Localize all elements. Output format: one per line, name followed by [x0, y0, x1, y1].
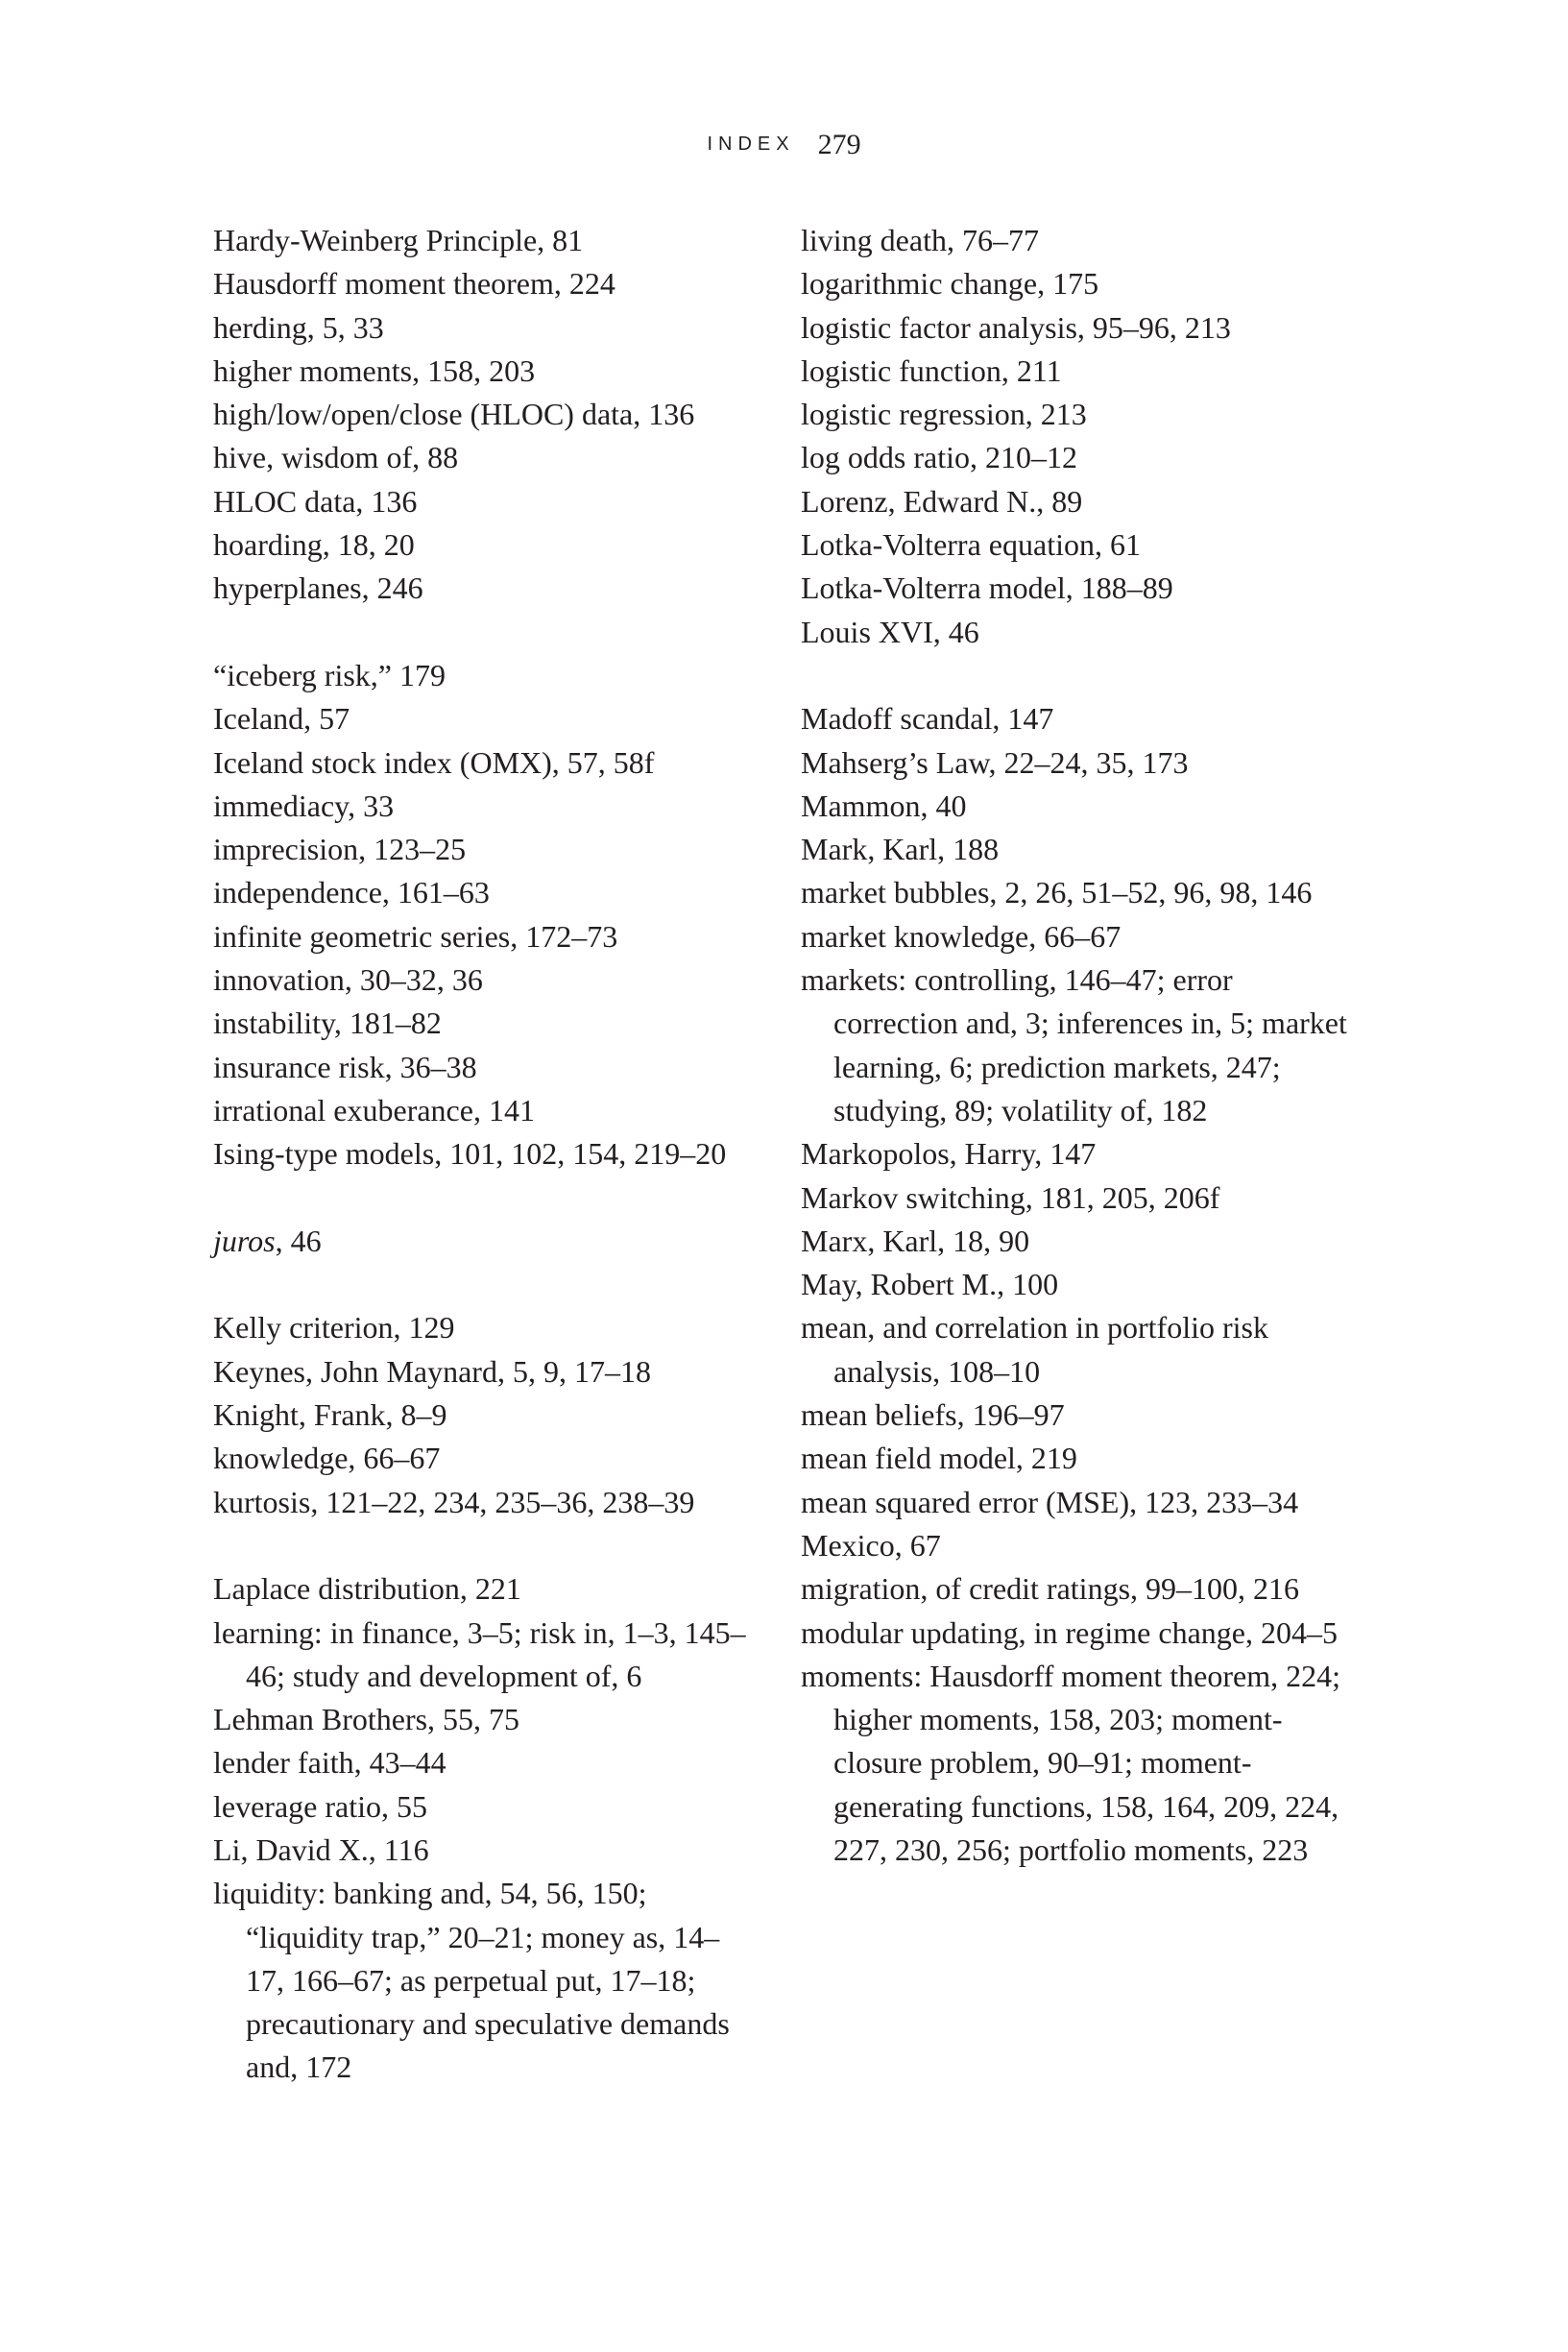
index-entry: [213, 1741, 751, 1784]
index-entry: [213, 523, 751, 567]
index-entry: [213, 306, 751, 350]
index-entry-text: “iceberg risk,” 179: [213, 657, 446, 692]
index-entry: [213, 958, 751, 1002]
index-entry-text: , 46: [275, 1223, 322, 1258]
index-entry-text: hoarding, 18, 20: [213, 527, 415, 563]
index-entry-text: mean beliefs, 196–97: [801, 1397, 1065, 1433]
index-entry: [213, 1872, 751, 2089]
index-entry-text: Madoff scandal, 147: [801, 701, 1054, 737]
index-entry: [801, 1263, 1358, 1306]
index-entry-text: Keynes, John Maynard, 5, 9, 17–18: [213, 1353, 651, 1389]
index-entry-text: high/low/open/close (HLOC) data, 136: [213, 397, 695, 432]
index-entry-text: lender faith, 43–44: [213, 1745, 446, 1781]
index-entry-text: mean squared error (MSE), 123, 233–34: [801, 1484, 1299, 1519]
index-entry-text: modular updating, in regime change, 204–5: [801, 1614, 1338, 1650]
index-entry: [213, 567, 751, 610]
index-entry-text: Hausdorff moment theorem, 224: [213, 266, 615, 302]
index-entry: [213, 654, 751, 697]
index-entry-text: migration, of credit ratings, 99–100, 216: [801, 1571, 1300, 1607]
index-entry: [213, 1220, 751, 1263]
index-entry: [213, 785, 751, 828]
index-entry: [213, 1612, 751, 1699]
index-entry: [801, 1524, 1358, 1567]
index-entry-text: logarithmic change, 175: [801, 266, 1099, 302]
running-head-label: INDEX: [707, 133, 795, 155]
index-entry-text: Mammon, 40: [801, 788, 967, 823]
index-entry: [213, 741, 751, 785]
index-entry: [801, 1306, 1358, 1394]
index-entry-text: mean, and correlation in portfolio risk analysis, 108–10: [801, 1310, 1268, 1389]
index-entry-text: markets: controlling, 146–47; error correction and, 3; inferences in, 5; market learning, 6; prediction markets, 247; studying, 89; volatility of, 182: [801, 962, 1347, 1128]
index-entry: [213, 1089, 751, 1132]
index-entry-text: knowledge, 66–67: [213, 1441, 441, 1476]
index-entry: [213, 1002, 751, 1045]
index-entry-text: leverage ratio, 55: [213, 1788, 427, 1824]
index-entry: [801, 1132, 1358, 1176]
index-entry-text: immediacy, 33: [213, 788, 395, 823]
section-gap: [801, 654, 1358, 697]
index-entry-text: mean field model, 219: [801, 1441, 1077, 1476]
index-entry-text: living death, 76–77: [801, 223, 1039, 257]
index-entry-text: learning: in finance, 3–5; risk in, 1–3, 145–46; study and development of, 6: [213, 1614, 746, 1693]
index-entry-text: independence, 161–63: [213, 875, 490, 910]
index-entry: [801, 871, 1358, 914]
index-entry-text: Lotka-Volterra model, 188–89: [801, 570, 1173, 606]
index-entry-text: logistic regression, 213: [801, 397, 1087, 432]
index-entry: [801, 1437, 1358, 1480]
index-entry: [213, 1350, 751, 1394]
page-number: 279: [817, 129, 861, 160]
index-entry: [213, 262, 751, 305]
index-entry-text: Lotka-Volterra equation, 61: [801, 527, 1141, 563]
section-gap: [213, 1263, 751, 1306]
index-entry-text: logistic function, 211: [801, 352, 1062, 388]
index-entry-text: hive, wisdom of, 88: [213, 440, 459, 475]
index-entry-text: Markov switching, 181, 205, 206f: [801, 1179, 1220, 1215]
index-entry: [801, 1567, 1358, 1611]
index-entry: [213, 1132, 751, 1176]
index-entry-text: Markopolos, Harry, 147: [801, 1136, 1097, 1172]
index-entry: [801, 958, 1358, 1132]
index-entry: [801, 697, 1358, 740]
index-entry: [213, 1306, 751, 1349]
index-entry: [801, 350, 1358, 393]
index-entry-text: infinite geometric series, 172–73: [213, 918, 618, 954]
index-entry: [213, 1785, 751, 1829]
index-entry: [801, 480, 1358, 523]
index-entry-text: Mark, Karl, 188: [801, 832, 1000, 867]
index-entry: [801, 523, 1358, 567]
index-entry-text: Ising-type models, 101, 102, 154, 219–20: [213, 1136, 727, 1172]
index-entry-text: Knight, Frank, 8–9: [213, 1397, 447, 1433]
index-entry-text: Lehman Brothers, 55, 75: [213, 1702, 520, 1737]
index-entry: [801, 393, 1358, 436]
index-entry-text: innovation, 30–32, 36: [213, 962, 483, 998]
index-entry: [801, 741, 1358, 785]
index-entry: [801, 1220, 1358, 1263]
index-entry: [213, 350, 751, 393]
index-entry: [213, 1829, 751, 1872]
index-entry: [801, 828, 1358, 871]
index-entry: [801, 436, 1358, 479]
index-entry: [213, 915, 751, 958]
index-entry: [213, 871, 751, 914]
index-entry-text: market bubbles, 2, 26, 51–52, 96, 98, 146: [801, 875, 1313, 910]
index-entry-text: hyperplanes, 246: [213, 570, 423, 606]
section-gap: [213, 1176, 751, 1220]
index-entry: [213, 1481, 751, 1524]
index-entry-text: moments: Hausdorff moment theorem, 224; higher moments, 158, 203; moment-closure problem, 90–91; moment-generating functions, 158, 164, 209, 224, 227, 230, 256; portfolio moments, 223: [801, 1658, 1340, 1867]
index-entry: [801, 785, 1358, 828]
index-entry-text: irrational exuberance, 141: [213, 1092, 535, 1128]
index-entry-text: insurance risk, 36–38: [213, 1049, 477, 1084]
index-entry: [213, 1046, 751, 1089]
index-entry-text: Hardy-Weinberg Principle, 81: [213, 223, 584, 257]
index-entry-text: Kelly criterion, 129: [213, 1310, 455, 1346]
index-entry-text: log odds ratio, 210–12: [801, 440, 1077, 475]
index-column-left: [213, 219, 751, 2090]
index-entry-text: herding, 5, 33: [213, 309, 384, 345]
section-gap: [213, 611, 751, 654]
index-entry: [213, 828, 751, 871]
index-entry-text: market knowledge, 66–67: [801, 918, 1122, 954]
index-entry: [801, 1481, 1358, 1524]
section-gap: [213, 1524, 751, 1567]
index-entry-text: Marx, Karl, 18, 90: [801, 1223, 1030, 1258]
index-entry-text: HLOC data, 136: [213, 483, 418, 519]
index-entry: [801, 915, 1358, 958]
index-entry: [801, 1655, 1358, 1872]
index-entry: [801, 262, 1358, 305]
index-entry-text: Mexico, 67: [801, 1527, 941, 1563]
index-entry-text: higher moments, 158, 203: [213, 352, 536, 388]
index-entry: [213, 219, 751, 262]
index-entry: [213, 1698, 751, 1741]
index-entry: [801, 1612, 1358, 1655]
index-entry: [213, 1437, 751, 1480]
index-entry-text: Mahserg’s Law, 22–24, 35, 173: [801, 744, 1189, 780]
index-entry-text: Louis XVI, 46: [801, 614, 979, 649]
index-entry: [213, 1567, 751, 1611]
index-entry: [213, 436, 751, 479]
index-column-right: [801, 219, 1358, 1872]
index-entry-text: logistic factor analysis, 95–96, 213: [801, 309, 1231, 345]
index-entry: [801, 219, 1358, 262]
index-entry: [801, 1176, 1358, 1220]
index-entry-text: Lorenz, Edward N., 89: [801, 483, 1083, 519]
running-head: [0, 127, 1568, 162]
index-entry: [213, 697, 751, 740]
index-entry: [801, 306, 1358, 350]
index-entry-text: Laplace distribution, 221: [213, 1571, 521, 1607]
index-entry-text: instability, 181–82: [213, 1006, 442, 1041]
index-entry: [801, 567, 1358, 610]
index-entry-text: May, Robert M., 100: [801, 1267, 1059, 1302]
index-entry-text: Iceland stock index (OMX), 57, 58f: [213, 744, 655, 780]
index-entry: [213, 393, 751, 436]
index-entry: [213, 1394, 751, 1437]
index-entry-text: kurtosis, 121–22, 234, 235–36, 238–39: [213, 1484, 695, 1519]
index-entry-text: liquidity: banking and, 54, 56, 150; “liquidity trap,” 20–21; money as, 14–17, 166–67; as perpetual put, 17–18; precautionary and speculative demands and, 172: [213, 1876, 730, 2085]
index-entry-text: imprecision, 123–25: [213, 832, 467, 867]
index-entry-text: Li, David X., 116: [213, 1831, 429, 1867]
index-entry: [801, 1394, 1358, 1437]
index-entry: [213, 480, 751, 523]
index-entry-italic-term: juros: [213, 1223, 276, 1258]
index-entry-text: Iceland, 57: [213, 701, 350, 737]
index-entry: [801, 611, 1358, 654]
